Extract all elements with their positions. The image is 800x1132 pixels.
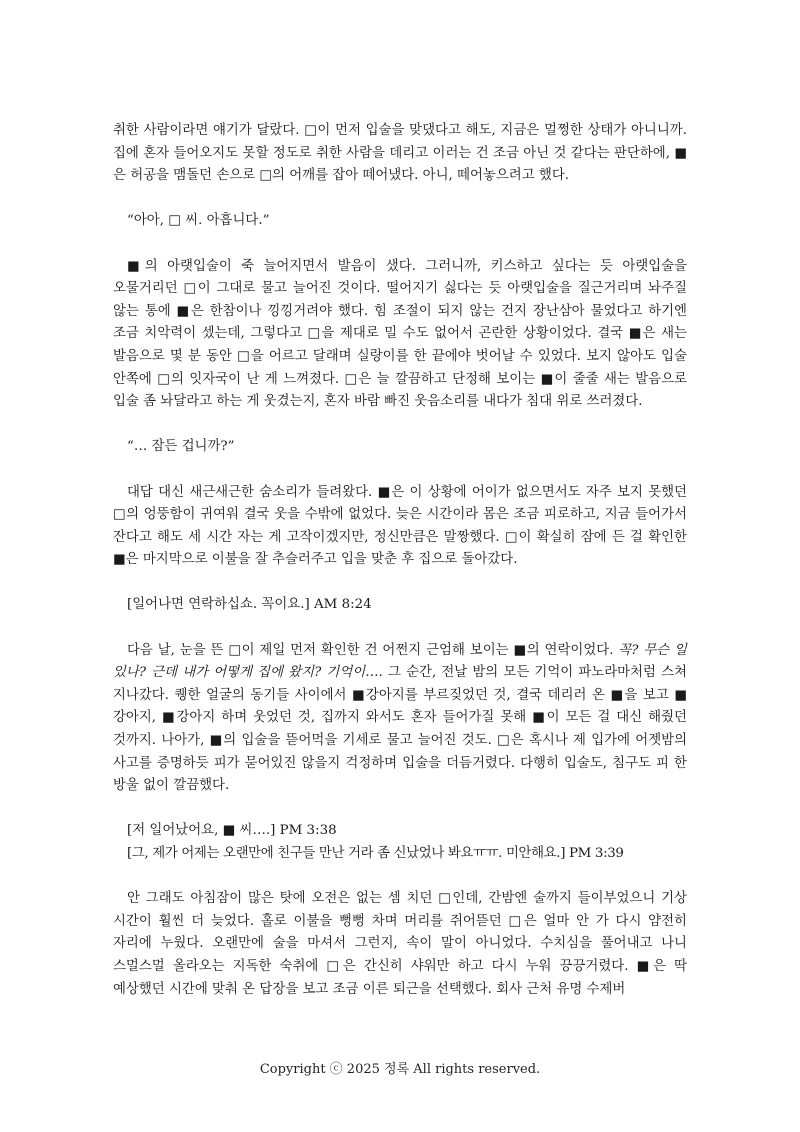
message-1: [일어나면 연락하십쇼. 꼭이요.] AM 8:24 [127,597,372,613]
copyright-footer: Copyright ⓒ 2025 정록 All rights reserved. [259,1062,541,1077]
paragraph-7-end: . 그 순간, 전날 밤의 모든 기억이 파노라마처럼 스쳐 지나갔다. 퀭한 얼굴의 동기들 사이에서 ■강아지를 부르짖었던 것, 결국 데리러 온 ■을 보고 ■강아지, ■강아지 하며 웃었던 것, 집까지 와서도 혼자 들어가질 못해 ■이 모든 걸 대신 해줬던 것까지. 나아가, ■의 입술을 뜯어먹을 기세로 물고 늘어진 것도. □은 혹시나 제 입가에 어젯밤의 사고를 증명하듯 피가 묻어있진 않을지 걱정하며 입술을 더듬거렸다. 다행히 입술도, 침구도 피 한 방울 없이 깔끔했다. [113,665,687,794]
dialogue-2: “… 잠든 겁니까?” [127,439,235,455]
paragraph-3: ■의 아랫입술이 죽 늘어지면서 발음이 샜다. 그러니까, 키스하고 싶다는 듯 아랫입술을 오물거리던 □이 그대로 물고 늘어진 것이다. 떨어지기 싫다는 듯 아랫입술을 질근거리며 놔주질 않는 통에 ■은 한참이나 낑낑거려야 했다. 힘 조절이 되지 않는 건지 장난삼아 물었다고 하기엔 조금 치악력이 셌는데, 그렇다고 □을 제대로 밀 수도 없어서 곤란한 상황이었다. 결국 ■은 새는 발음으로 몇 분 동안 □을 어르고 달래며 실랑이를 한 끝에야 벗어날 수 있었다. 보지 않아도 입술 안쪽에 □의 잇자국이 난 게 느껴졌다. □은 늘 깔끔하고 단정해 보이는 ■이 줄줄 새는 발음으로 입술 좀 놔달라고 하는 게 웃겼는지, 혼자 바람 빠진 웃음소리를 내다가 침대 위로 쓰러졌다. [113,258,687,410]
message-3: [그, 제가 어제는 오랜만에 친구들 만난 거라 좀 신났었나 봐요ㅠㅠ. 미안해요.] PM 3:39 [127,846,624,861]
paragraph-10: 안 그래도 아침잠이 많은 탓에 오전은 없는 셈 치던 □인데, 간밤엔 술까지 들이부었으니 기상 시간이 훨씬 더 늦었다. 홀로 이불을 뻥뻥 차며 머리를 쥐어뜯던 □은 얼마 안 가 다시 얌전히 자리에 누웠다. 오랜만에 술을 마셔서 그런지, 속이 말이 아니었다. 수치심을 풀어내고 나니 스멀스멀 올라오는 지독한 숙취에 □은 간신히 샤워만 하고 다시 누워 끙끙거렸다. ■은 딱 예상했던 시간에 맞춰 온 답장을 보고 조금 이른 퇴근을 선택했다. 회사 근처 유명 수제버 [113,891,687,997]
paragraph-7 [113,640,687,798]
document-body [113,120,687,1001]
paragraph-7-italic: 꼭? 무슨 일 있나? 근데 내가 어떻게 집에 왔지? 기억이… [113,642,687,681]
paragraph-5: 대답 대신 새근새근한 숨소리가 들려왔다. ■은 이 상황에 어이가 없으면서도 자주 보지 못했던 □의 엉뚱함이 귀여워 결국 웃을 수밖에 없었다. 늦은 시간이라 몸은 조금 피로하고, 지금 들어가서 잔다고 해도 세 시간 자는 게 고작이겠지만, 정신만큼은 말짱했다. □이 확실히 잠에 든 걸 확인한 ■은 마지막으로 이불을 잘 추슬러주고 입을 맞춘 후 집으로 돌아갔다. [113,484,687,568]
dialogue-1: “아아, □ 씨. 아흡니다.” [127,213,270,229]
message-2: [저 일어났어요, ■ 씨….] PM 3:38 [127,823,337,839]
paragraph-1: 취한 사람이라면 얘기가 달랐다. □이 먼저 입술을 맞댔다고 해도, 지금은 멀쩡한 상태가 아니니까. 집에 혼자 들어오지도 못할 정도로 취한 사람을 데리고 이러는 건 조금 아닌 것 같다는 판단하에, ■은 허공을 맴돌던 손으로 □의 어깨를 잡아 떼어냈다. 아니, 떼어놓으려고 했다. [113,123,687,184]
paragraph-7-start: 다음 날, 눈을 뜬 □이 제일 먼저 확인한 건 어쩐지 근엄해 보이는 ■의 연락이었다. [127,642,619,658]
